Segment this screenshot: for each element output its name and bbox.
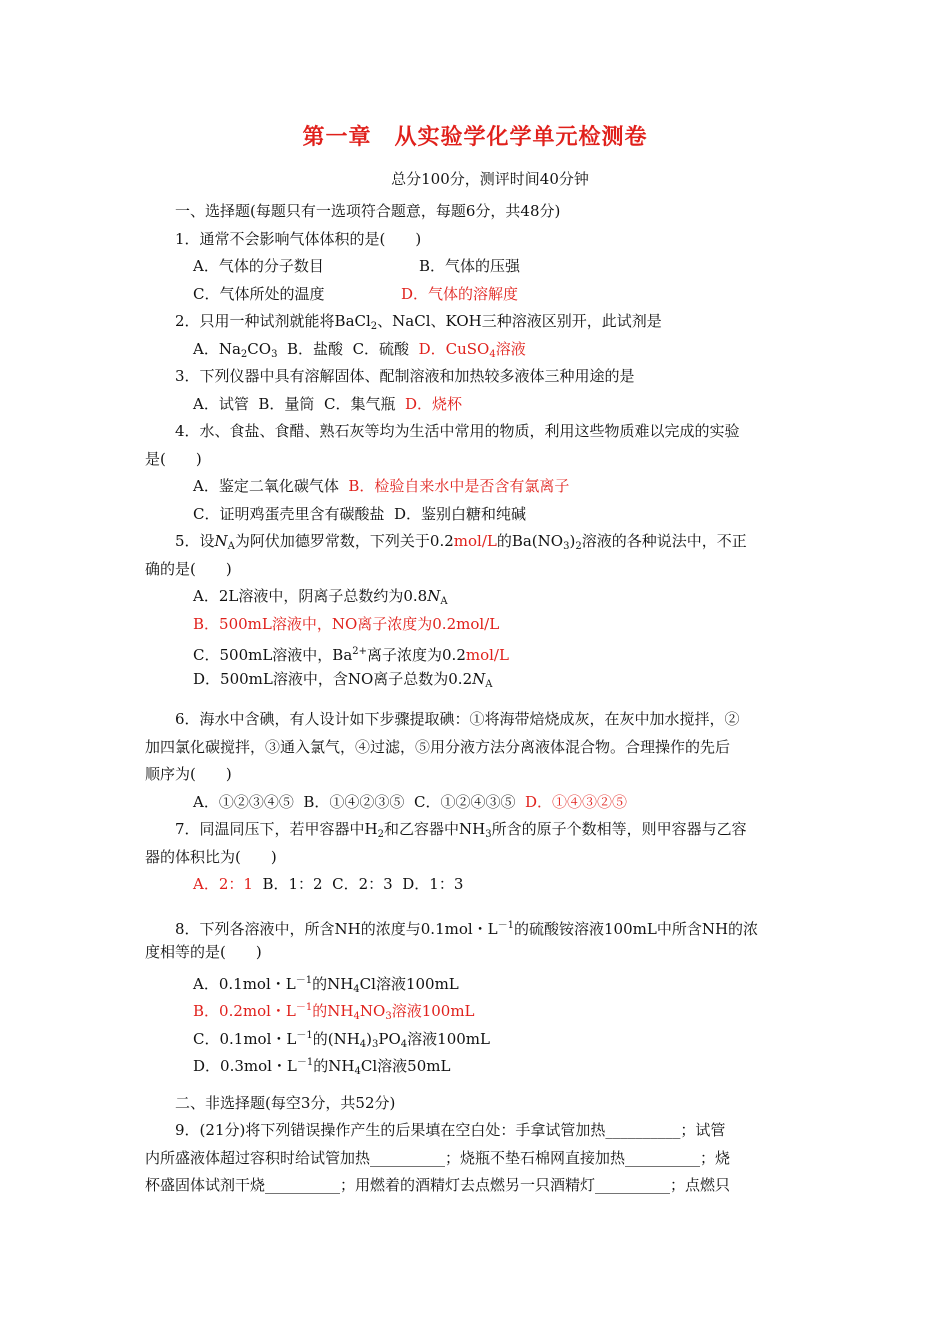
question-5-option-d [145, 666, 807, 694]
option-a: A．Na [193, 339, 241, 358]
subscript: 3 [385, 1011, 392, 1022]
option-b: B．1：2 [262, 875, 323, 893]
option-a: 的NH [312, 974, 354, 993]
option-d-answer: D．①④③②⑤ [525, 792, 628, 811]
option-d-answer: D．气体的溶解度 [401, 284, 519, 303]
option-a: A．2L溶液中，阴离子总数约为0.8 [193, 587, 428, 605]
subscript: 4 [359, 1038, 367, 1050]
stem-text: 8．下列各溶液中，所含NH的浓度与0.1mol・L [175, 919, 498, 938]
option-d: D．500mL溶液中，含NO离子总数为0.2 [193, 669, 473, 688]
question-3-stem: 3．下列仪器中具有溶解固体、配制溶液和加热较多液体三种用途的是 [175, 367, 635, 385]
question-2-stem [145, 308, 807, 336]
question-5-option-a [145, 583, 807, 611]
question-8-option-b-answer [145, 994, 807, 1022]
subscript: 3 [485, 829, 492, 840]
subscript: 3 [372, 1038, 379, 1050]
question-7-stem-cont: 器的体积比为( ) [145, 847, 277, 866]
option-a: CO [247, 339, 272, 358]
superscript: 2+ [352, 646, 368, 657]
superscript: －1 [296, 1029, 313, 1041]
option-d: Cl溶液50mL [360, 1057, 451, 1075]
stem-text: 所含的原子个数相等，则甲容器与乙容 [491, 820, 747, 838]
question-6-options [145, 789, 807, 817]
question-2-options [145, 336, 807, 364]
stem-text: 为阿伏加德罗常数，下列关于0.2 [234, 532, 454, 550]
question-6-stem: 6．海水中含碘，有人设计如下步骤提取碘：①将海带焙烧成灰，在灰中加水搅拌，② [175, 710, 740, 728]
stem-text: ) [569, 532, 576, 550]
option-b: 溶液100mL [391, 1002, 475, 1020]
subscript: A [485, 678, 493, 690]
option-d-answer [419, 340, 526, 358]
option-c: C．2：3 [332, 875, 393, 893]
question-5-option-c [145, 638, 807, 666]
question-4-stem-cont: 是( ) [145, 449, 202, 468]
subscript: 4 [400, 1038, 408, 1050]
stem-text: 和乙容器中NH [384, 820, 486, 838]
question-8-stem-cont: 度相等的是( ) [145, 943, 262, 961]
spacer [145, 899, 807, 912]
stem-text: 7．同温同压下，若甲容器中H [175, 820, 378, 838]
question-1-options-ab [145, 253, 807, 281]
question-9-stem-cont: 杯盛固体试剂干烧__________；用燃着的酒精灯去点燃另一只酒精灯__________；点燃只 [145, 1176, 731, 1194]
question-3-options [145, 391, 807, 419]
stem-text: 的Ba(NO [496, 532, 564, 550]
question-8-option-a [145, 967, 807, 995]
option-d: D．0.3mol・L [193, 1057, 297, 1075]
option-d: 的NH [313, 1057, 355, 1075]
superscript: －1 [295, 1002, 313, 1013]
option-b: 的NH [312, 1002, 354, 1020]
option-a: Cl溶液100mL [359, 974, 459, 993]
question-5-stem-cont: 确的是( ) [145, 559, 232, 578]
option-a: A．鉴定二氧化碳气体 [193, 477, 339, 495]
unit-text: mol/L [465, 646, 509, 664]
option-b: B．0.2mol・L [193, 1002, 296, 1020]
question-8-stem [145, 912, 807, 940]
spacer [145, 693, 807, 706]
option-b: B．量筒 [258, 394, 315, 413]
stem-text: 2．只用一种试剂就能将BaCl [175, 312, 371, 330]
option-b-answer: B．检验自来水中是否含有氯离子 [348, 477, 570, 495]
avogadro-symbol: N [214, 532, 228, 550]
option-c: C．气体所处的温度 [193, 284, 325, 303]
option-b: B．盐酸 [286, 339, 344, 358]
spacer [145, 1077, 807, 1090]
subscript: 2 [575, 541, 582, 552]
stem-text: 的硫酸铵溶液100mL中所含NH的浓 [514, 919, 759, 938]
question-4-stem: 4．水、食盐、食醋、熟石灰等均为生活中常用的物质，利用这些物质难以完成的实验 [175, 422, 740, 440]
option-c: 溶液100mL [407, 1029, 490, 1048]
page-subtitle: 总分100分，测评时间40分钟 [391, 170, 589, 188]
question-7-stem [145, 816, 807, 844]
question-9-stem: 9．(21分)将下列错误操作产生的后果填在空白处：手拿试管加热__________；试管 [175, 1121, 726, 1139]
option-d-answer: D．烧杯 [405, 394, 463, 413]
option-c: C．0.1mol・L [193, 1029, 297, 1048]
option-c: C．集气瓶 [323, 394, 396, 413]
subscript: 4 [353, 983, 360, 995]
avogadro-symbol: N [427, 587, 441, 605]
subscript: 3 [271, 348, 278, 360]
option-c: C．硫酸 [352, 339, 410, 358]
avogadro-symbol: N [472, 669, 486, 688]
unit-text: mol/L [453, 532, 497, 550]
subscript: 2 [240, 348, 248, 360]
question-7-options [145, 871, 807, 899]
subscript: 4 [489, 348, 496, 360]
subscript: 2 [370, 321, 378, 332]
subscript: A [227, 541, 235, 552]
superscript: －1 [296, 1057, 314, 1068]
question-9-stem-cont: 内所盛液体超过容积时给试管加热__________；烧瓶不垫石棉网直接加热__________；烧 [145, 1148, 731, 1167]
question-6-stem-cont: 加四氯化碳搅拌，③通入氯气，④过滤，⑤用分液方法分离液体混合物。合理操作的先后 [145, 737, 731, 756]
subscript: A [440, 596, 448, 607]
subscript: 2 [377, 829, 385, 840]
question-5-stem [145, 528, 807, 556]
option-c: 的(NH [312, 1029, 360, 1048]
question-8-option-d [145, 1049, 807, 1077]
option-a: A．试管 [193, 394, 249, 413]
option-c: ) [366, 1029, 373, 1048]
option-c: 离子浓度为0.2 [367, 646, 466, 664]
option-a: A．0.1mol・L [193, 974, 296, 993]
option-b: B．气体的压强 [419, 257, 521, 275]
stem-text: 溶液的各种说法中，不正 [581, 532, 747, 550]
subscript: 4 [354, 1066, 361, 1077]
stem-text: 5．设 [175, 532, 215, 550]
question-6-stem-cont: 顺序为( ) [145, 765, 232, 783]
option-a: A．①②③④⑤ [193, 792, 294, 811]
superscript: －1 [295, 974, 313, 986]
option-a: A．气体的分子数目 [193, 257, 324, 275]
option-c: C．①②④③⑤ [413, 792, 516, 811]
option-a-answer: A．2：1 [193, 875, 253, 893]
question-4-options-ab [145, 473, 807, 501]
page-title: 第一章 从实验学化学单元检测卷 [302, 124, 648, 150]
subscript: 3 [563, 541, 570, 552]
option-d-text: D．CuSO [418, 339, 490, 358]
section-heading-2: 二、非选择题(每空3分，共52分) [175, 1093, 396, 1112]
stem-text: 、NaCl、KOH三种溶液区别开，此试剂是 [377, 312, 662, 330]
question-5-option-b-answer: B．500mL溶液中，NO离子浓度为0.2mol/L [193, 614, 500, 633]
question-8-option-c [145, 1022, 807, 1050]
question-content [145, 198, 807, 1200]
question-1-options-cd [145, 281, 807, 309]
section-heading-1: 一、选择题(每题只有一选项符合题意，每题6分，共48分) [175, 202, 561, 220]
question-4-options-cd [145, 501, 807, 529]
option-c: PO [378, 1029, 401, 1048]
option-d: D．鉴别白糖和纯碱 [394, 504, 527, 523]
option-c: C．500mL溶液中，Ba [193, 646, 353, 664]
option-b: B．①④②③⑤ [303, 792, 405, 811]
superscript: －1 [497, 919, 514, 931]
option-d: D．1：3 [402, 875, 464, 893]
question-1-stem: 1．通常不会影响气体体积的是( ) [175, 229, 422, 248]
option-c: C．证明鸡蛋壳里含有碳酸盐 [193, 504, 385, 523]
option-b: NO [359, 1002, 386, 1020]
option-d-text: 溶液 [495, 339, 526, 358]
subscript: 4 [353, 1011, 360, 1022]
